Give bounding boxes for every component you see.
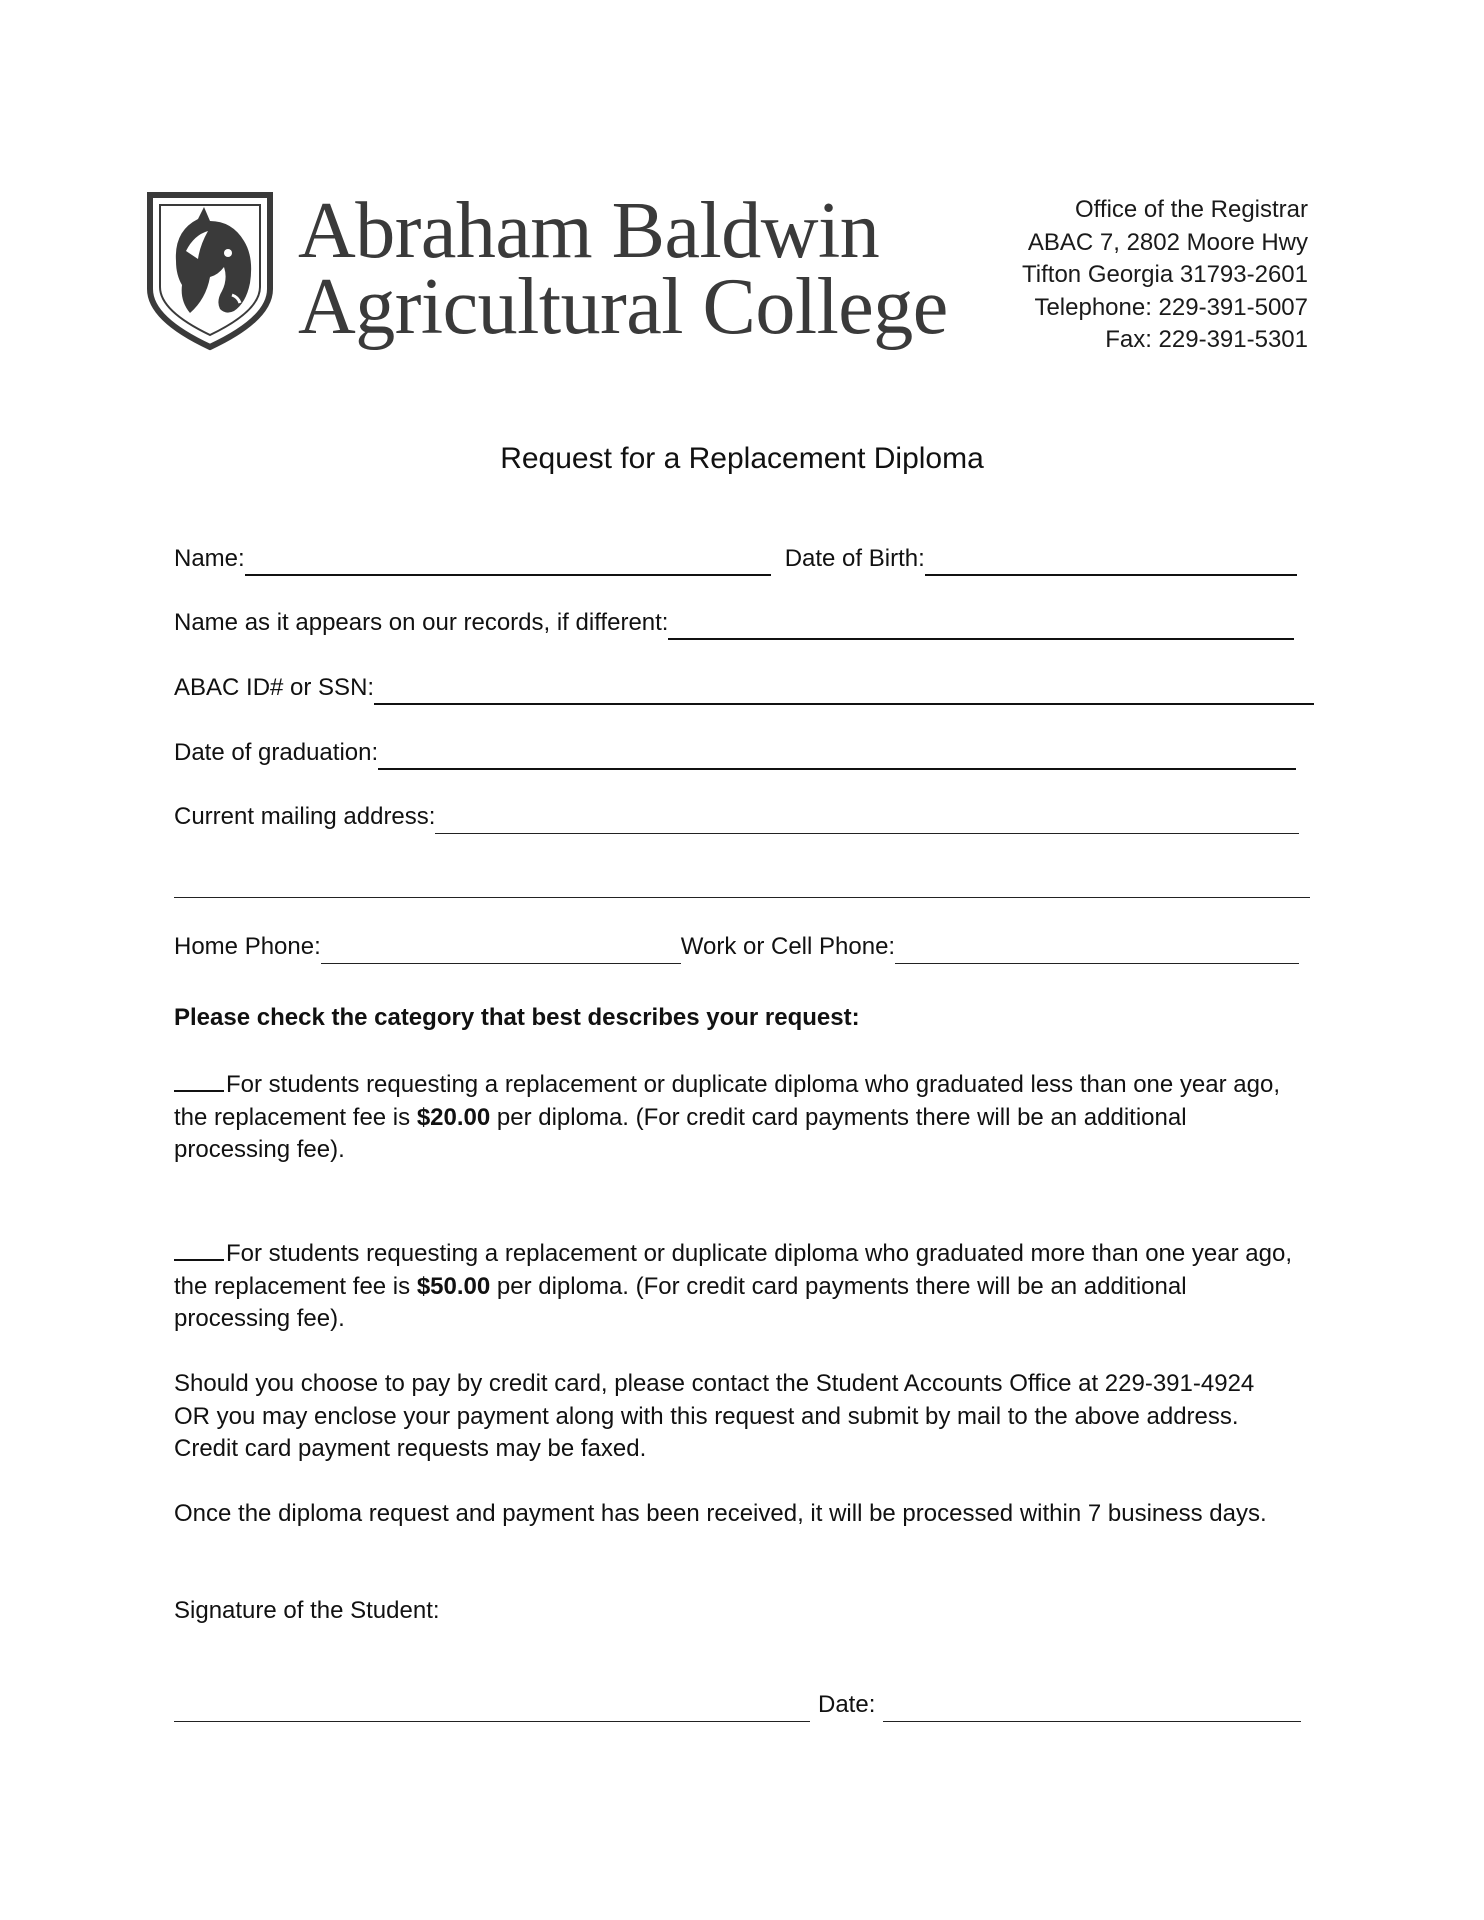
category-heading: Please check the category that best describes your request: [174, 1004, 860, 1031]
option1-fee: $20.00 [416, 1103, 491, 1131]
records-name-field[interactable] [668, 610, 1294, 640]
option2-text-a: For students requesting a replacement or duplicate diploma who graduated more than one year ago, the replacement fee is [174, 1240, 1292, 1300]
office-fax: Fax: 229-391-5301 [1105, 326, 1308, 353]
option-less-than-one-year [174, 1068, 1294, 1167]
office-street: ABAC 7, 2802 Moore Hwy [1027, 228, 1308, 256]
grad-date-label: Date of graduation: [174, 739, 379, 766]
work-phone-label: Work or Cell Phone: [680, 933, 896, 960]
date-label: Date: [818, 1691, 876, 1718]
college-name-line2: Agricultural College [298, 263, 948, 351]
date-field[interactable] [883, 1693, 1301, 1722]
dob-label: Date of Birth: [784, 545, 925, 572]
registrar-contact-block [1022, 194, 1308, 357]
records-name-row [174, 608, 1294, 640]
grad-date-field[interactable] [378, 740, 1296, 770]
phones-row [174, 932, 1299, 964]
horse-shield-logo-icon [146, 191, 274, 351]
id-label: ABAC ID# or SSN: [174, 674, 375, 701]
processing-note: Once the diploma request and payment has been received, it will be processed within 7 business days. [174, 1500, 1267, 1527]
dob-field[interactable] [925, 546, 1297, 576]
form-title: Request for a Replacement Diploma [500, 442, 984, 475]
office-telephone: Telephone: 229-391-5007 [1034, 293, 1308, 321]
signature-field[interactable] [174, 1693, 810, 1722]
payment-note: Should you choose to pay by credit card, please contact the Student Accounts Office at 229-391-4924 OR you may enclose your payment along with this request and submit by mail to the above address. Credit card payment requests may be faxed. [174, 1370, 1255, 1462]
name-dob-row [174, 544, 1297, 576]
address-row [174, 802, 1299, 834]
signature-date-row [174, 1690, 1301, 1722]
office-city: Tifton Georgia 31793-2601 [1022, 261, 1308, 288]
name-field[interactable] [245, 546, 771, 576]
option1-text-b: per diploma. (For credit card payments there will be an additional processing fee). [174, 1103, 1187, 1163]
id-row [174, 673, 1314, 705]
records-name-label: Name as it appears on our records, if different: [174, 609, 669, 636]
office-name: Office of the Registrar [1075, 196, 1308, 223]
option-more-than-one-year [174, 1237, 1294, 1336]
address-field-line1[interactable] [435, 805, 1299, 834]
option2-fee: $50.00 [416, 1272, 491, 1300]
option2-text-b: per diploma. (For credit card payments there will be an additional processing fee). [174, 1272, 1187, 1332]
signature-label: Signature of the Student: [174, 1597, 440, 1624]
option1-text-a: For students requesting a replacement or duplicate diploma who graduated less than one year ago, the replacement fee is [174, 1071, 1280, 1131]
option1-checkbox[interactable] [174, 1068, 224, 1092]
home-phone-field[interactable] [321, 935, 681, 964]
address-field-line2[interactable] [174, 897, 1310, 898]
option2-checkbox[interactable] [174, 1237, 224, 1261]
grad-date-row [174, 738, 1296, 770]
college-name-line1: Abraham Baldwin [298, 187, 880, 275]
name-label: Name: [174, 545, 245, 572]
home-phone-label: Home Phone: [174, 933, 321, 960]
id-field[interactable] [374, 675, 1314, 705]
address-label: Current mailing address: [174, 803, 436, 830]
work-phone-field[interactable] [895, 935, 1299, 964]
